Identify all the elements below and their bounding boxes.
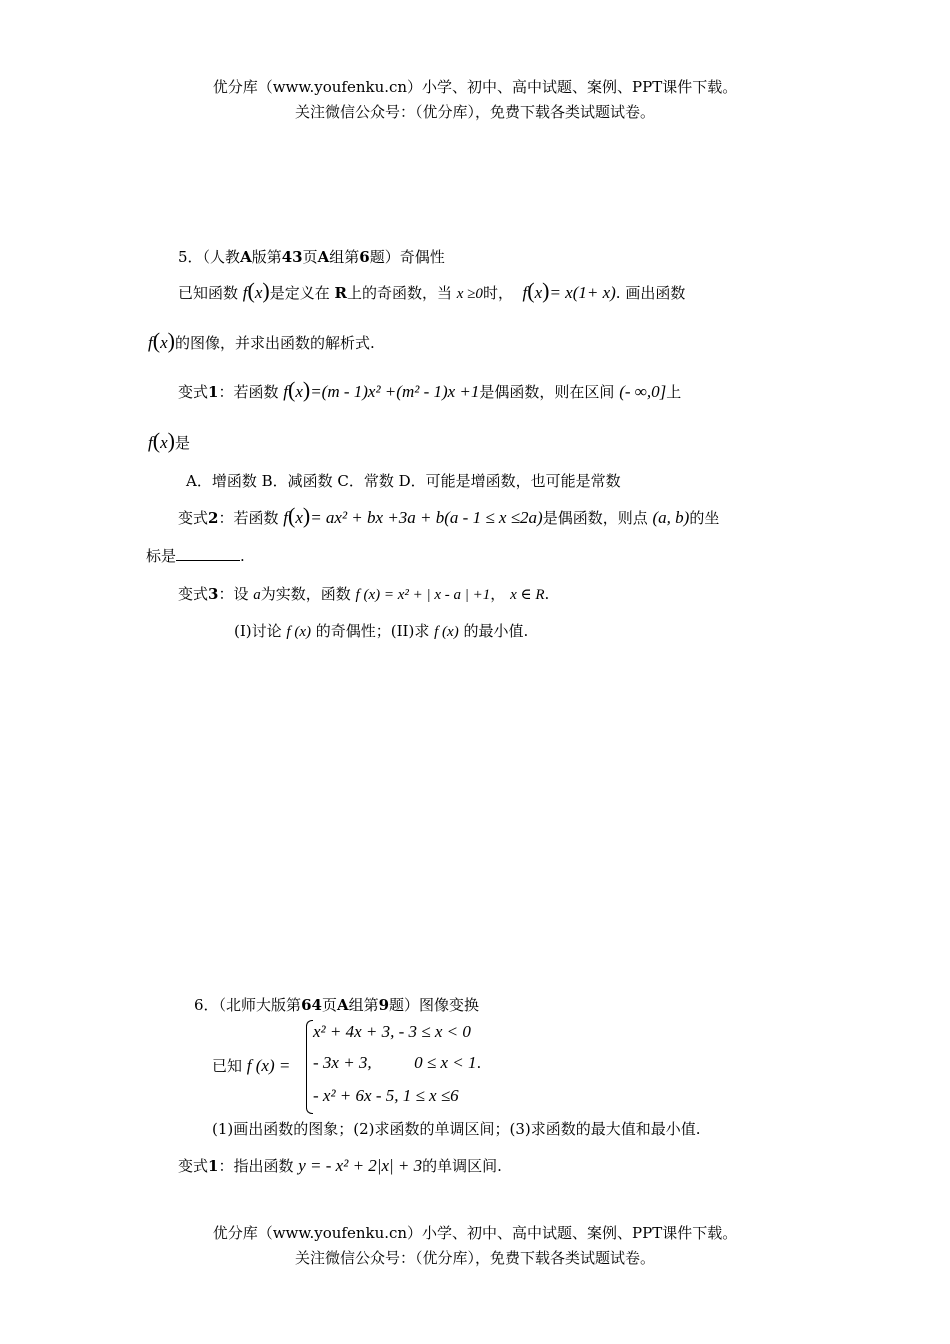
variant-5-3: 变式3：设 a为实数，函数 f (x) = x² + | x - a | +1， x ∈ R. [178, 585, 550, 603]
footer-line-2: 关注微信公众号：（优分库），免费下载各类试题试卷。 [294, 1249, 655, 1267]
variant-5-2-cont: 标是 . [146, 547, 245, 565]
footer-line-1: 优分库（www.youfenku.cn）小学、初中、高中试题、案例、PPT课件下载。 [212, 1224, 738, 1242]
variant-5-1-cont: f(x)是 [148, 428, 190, 453]
header-line-1: 优分库（www.youfenku.cn）小学、初中、高中试题、案例、PPT课件下载。 [212, 78, 738, 96]
problem-5-title: 5．（人教A版第43页A组第6题）奇偶性 [178, 248, 445, 266]
problem-6-tasks: (1)画出函数的图象；(2)求函数的单调区间；(3)求函数的最大值和最小值. [212, 1120, 701, 1138]
problem-6-title: 6．（北师大版第64页A组第9题）图像变换 [194, 996, 480, 1014]
variant-5-2: 变式2：若函数 f(x)= ax² + bx +3a + b(a - 1 ≤ x ≤2a)是偶函数，则点 (a, b)的坐 [178, 503, 720, 528]
header-line-2: 关注微信公众号：（优分库），免费下载各类试题试卷。 [294, 103, 655, 121]
piecewise-brace [306, 1020, 313, 1114]
piecewise-case-1: x² + 4x + 3, - 3 ≤ x < 0 [313, 1022, 471, 1041]
problem-5-stem-cont: f(x)的图像，并求出函数的解析式. [148, 328, 375, 353]
variant-6-1: 变式1：指出函数 y = - x² + 2|x| + 3的单调区间. [178, 1156, 502, 1175]
problem-5-stem: 已知函数 f(x)是定义在 R上的奇函数，当 x ≥0时， f(x)= x(1+ x). 画出函数 [178, 278, 686, 303]
variant-5-1: 变式1：若函数 f(x)=(m - 1)x² +(m² - 1)x +1是偶函数，则在区间 (- ∞,0]上 [178, 377, 682, 402]
piecewise-case-2: - 3x + 3, 0 ≤ x < 1. [313, 1053, 482, 1072]
choices: A．增函数 B．减函数 C．常数 D．可能是增函数，也可能是常数 [186, 472, 621, 490]
problem-6-stem: 已知 f (x) = [212, 1056, 291, 1075]
answer-blank [176, 546, 240, 561]
variant-5-3-parts: (I)讨论 f (x) 的奇偶性；(II)求 f (x) 的最小值. [234, 622, 529, 640]
piecewise-case-3: - x² + 6x - 5, 1 ≤ x ≤6 [313, 1086, 459, 1105]
